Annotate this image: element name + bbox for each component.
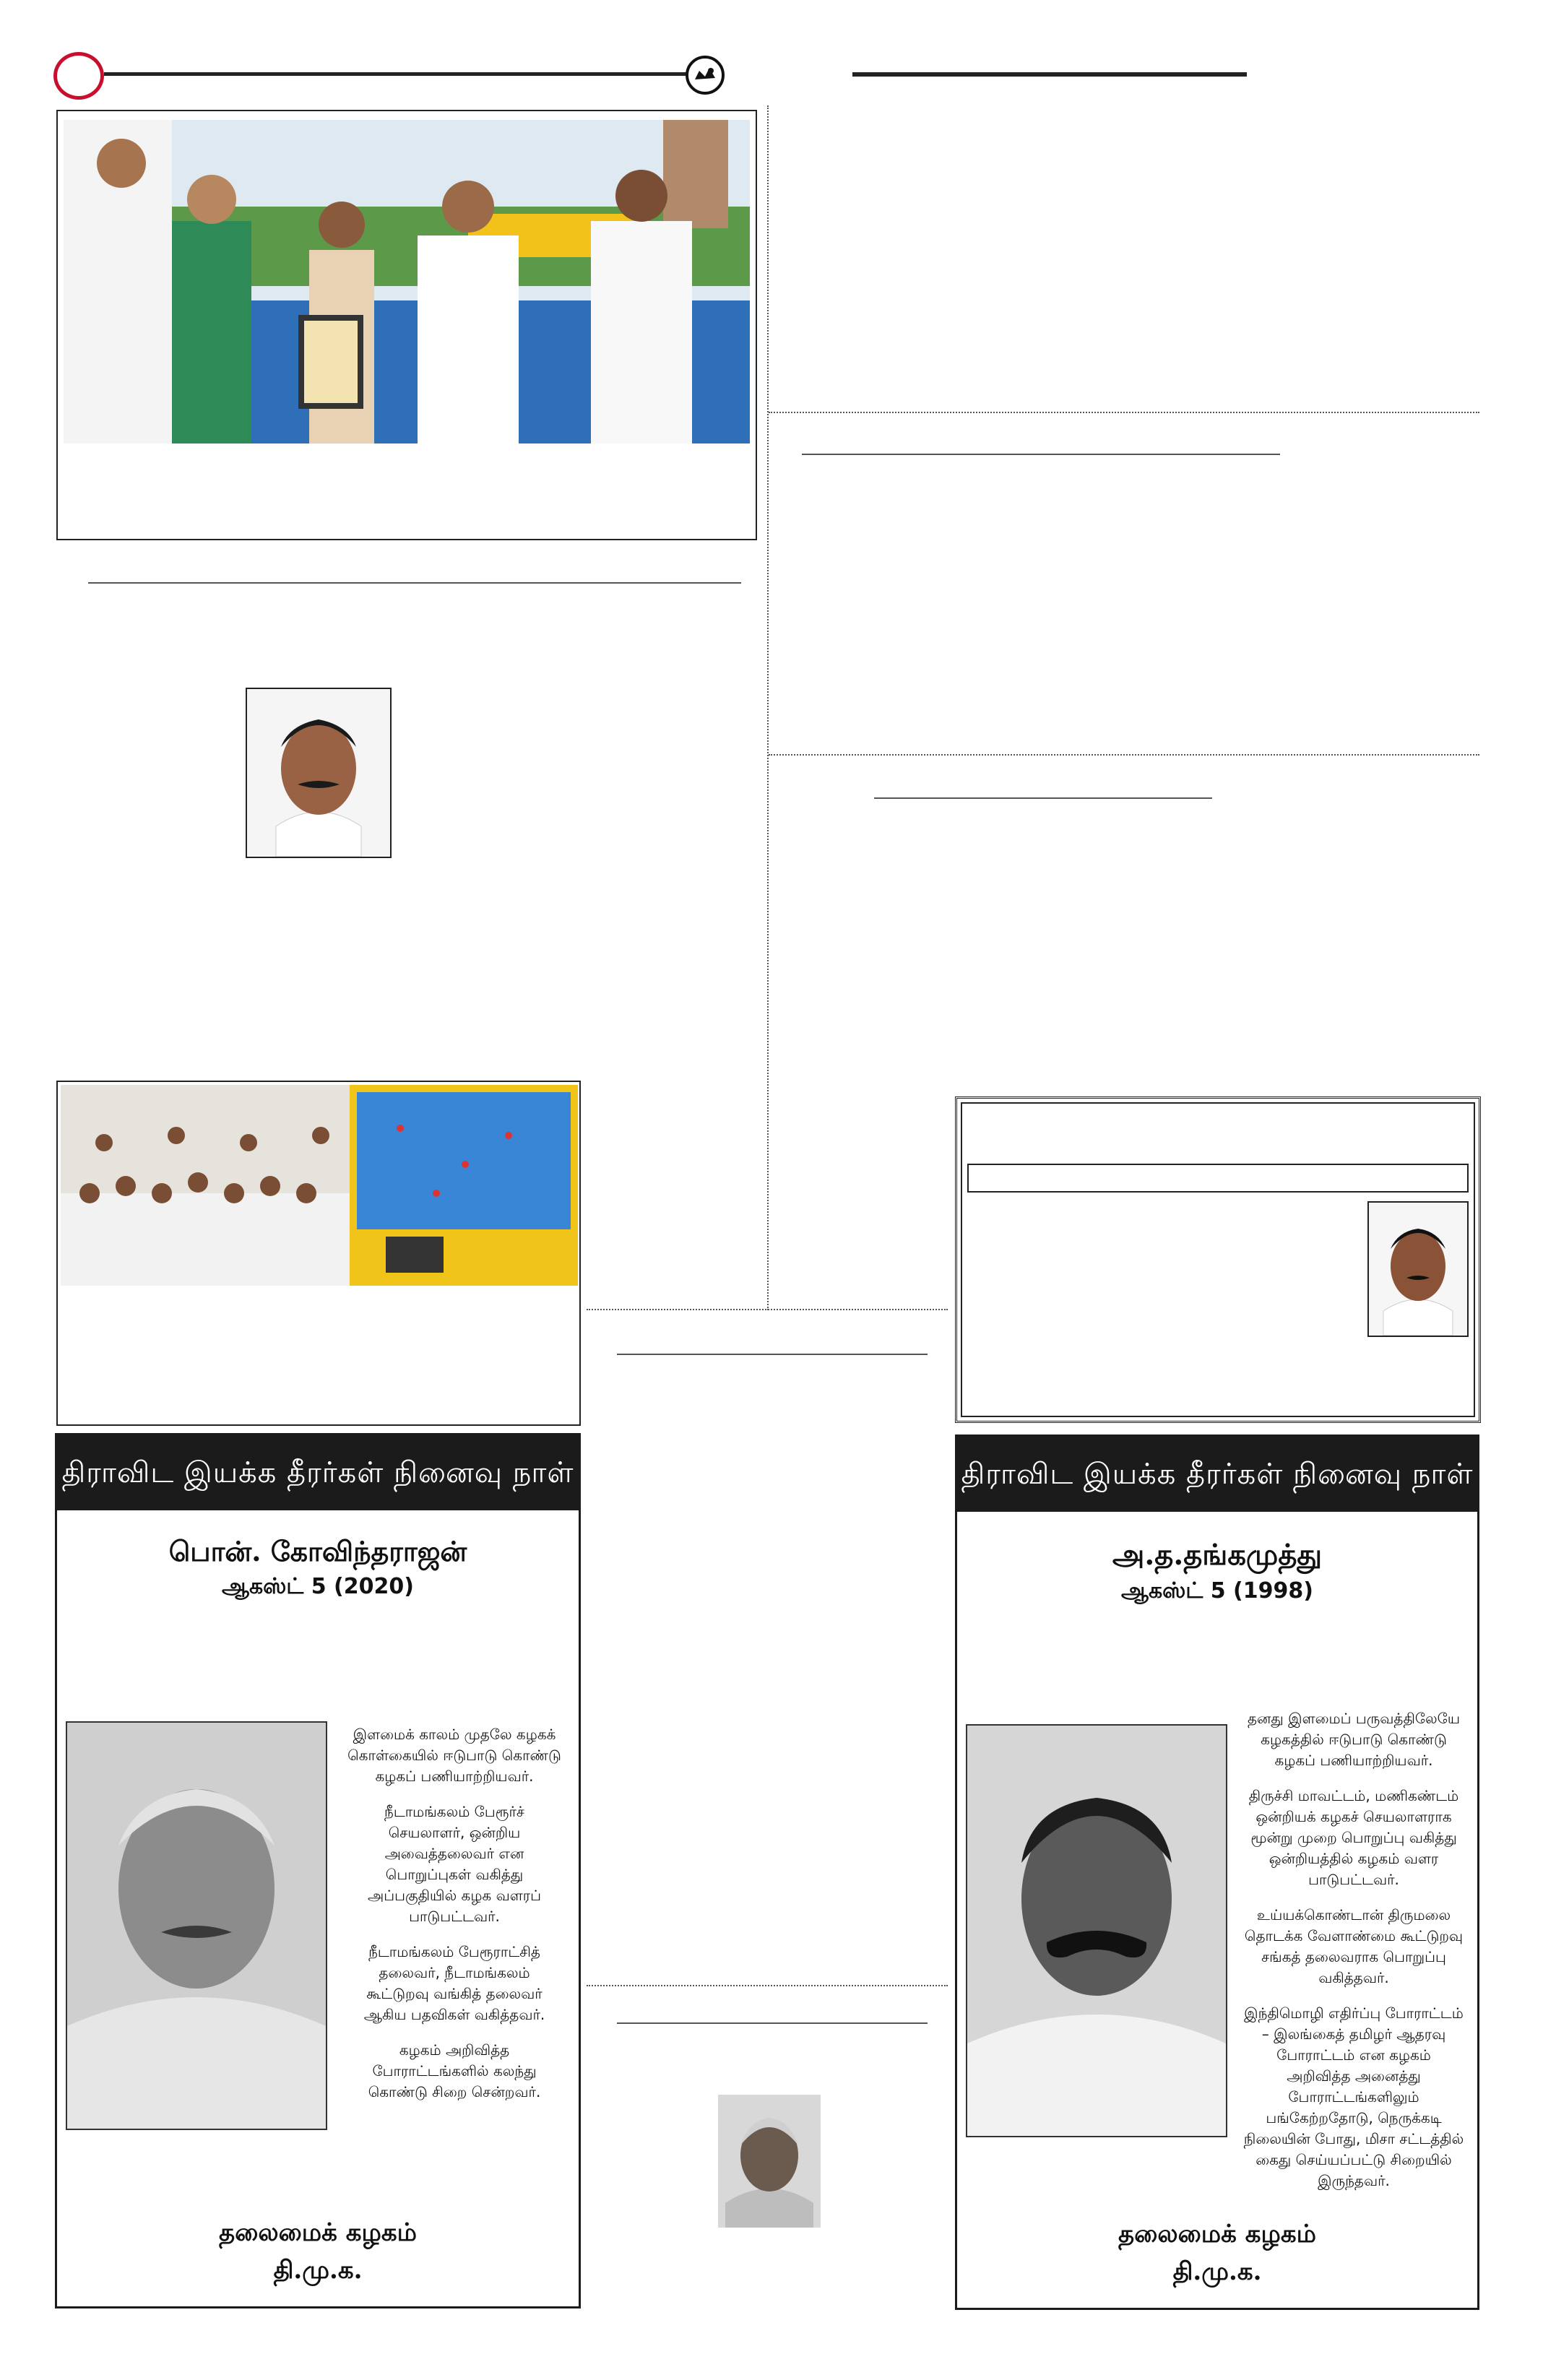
elderly-woman-portrait [718, 2095, 821, 2228]
center-rule-1 [587, 1309, 948, 1310]
notice-title-strip [967, 1164, 1469, 1193]
memorial-2-para-4: இந்திமொழி எதிர்ப்பு போராட்டம் – இலங்கைத் தமிழர் ஆதரவு போராட்டம் என கழகம் அறிவித்த அனைத்து போராட்டங்களிலும் பங்கேற்றதோடு, நெருக்கடி நிலையின் போது, மிசா சட்டத்தில் கைது செய்யப்பட்டு சிறையில் இருந்தவர். [1243, 2004, 1464, 2189]
memorial-1-para-1: இளமைக் காலம் முதலே கழகக் கொள்கையில் ஈடுபாடு கொண்டு கழகப் பணியாற்றியவர். [347, 1726, 561, 1785]
memorial-footer-1-line1: தலைமைக் கழகம் [219, 2218, 417, 2247]
memorial-2-para-3: உய்யக்கொண்டான் திருமலை தொடக்க வேளாண்மை கூட்டுறவு சங்கத் தலைவராக பொறுப்பு வகித்தவர். [1244, 1906, 1464, 1986]
memorial-1-para-3: நீடாமங்கலம் பேரூராட்சித் தலைவர், நீடாமங்கலம் கூட்டுறவு வங்கித் தலைவர் ஆகிய பதவிகள் வகித்தவர். [363, 1943, 545, 2023]
memorial-footer-1-line2: தி.மு.க. [273, 2256, 363, 2285]
memorial-banner-1: திராவிட இயக்க தீரர்கள் நினைவு நாள் [57, 1435, 579, 1510]
memorial-date-2: ஆகஸ்ட் 5 (1998) [1121, 1578, 1313, 1604]
right-rule-1 [769, 412, 1479, 413]
crowd-stadium-photo [61, 1085, 578, 1286]
memorial-2-para-1: தனது இளமைப் பருவத்திலேயே கழகத்தில் ஈடுபாடு கொண்டு கழகப் பணியாற்றியவர். [1247, 1710, 1460, 1769]
memorial-1-para-4: கழகம் அறிவித்த போராட்டங்களில் கலந்து கொண்டு சிறை சென்றவர். [368, 2041, 541, 2100]
center-subrule-2 [617, 2022, 928, 2024]
portrait-mustache-man [246, 688, 392, 858]
crowd-photo-box [56, 1081, 581, 1426]
center-rule-2 [587, 1985, 948, 1986]
hockey-award-photo [64, 120, 750, 443]
right-rule-2 [769, 754, 1479, 756]
notice-portrait [1367, 1201, 1469, 1337]
memorial-date-1: ஆகஸ்ட் 5 (2020) [222, 1574, 414, 1599]
header-rule-right [852, 72, 1247, 77]
memorial-text-2 [1243, 1708, 1464, 2206]
memorial-photo-1 [66, 1721, 327, 2130]
right-subrule-1 [802, 454, 1280, 455]
memorial-card-2 [955, 1435, 1479, 2310]
memorial-footer-2-line1: தலைமைக் கழகம் [1118, 2220, 1316, 2249]
column-divider-center [767, 105, 769, 1310]
memorial-photo-2 [966, 1724, 1227, 2137]
party-emblem-icon [685, 55, 725, 95]
memorial-text-1 [346, 1724, 563, 2117]
memorial-1-para-2: நீடாமங்கலம் பேரூர்ச் செயலாளர், ஒன்றிய அவைத்தலைவர் என பொறுப்புகள் வகித்து அப்பகுதியில் கழக வளரப் பாடுபட்டவர். [368, 1803, 541, 1925]
header-red-ring [53, 52, 104, 100]
right-subrule-2 [874, 797, 1212, 799]
award-photo-box [56, 110, 757, 540]
section-rule-left-1 [88, 582, 741, 584]
memorial-card-1 [55, 1433, 581, 2308]
memorial-name-1: பொன். கோவிந்தராஜன் [168, 1535, 467, 1567]
header-rule-left [104, 72, 686, 76]
center-subrule-1 [617, 1354, 928, 1355]
notice-box [955, 1096, 1481, 1423]
memorial-banner-2: திராவிட இயக்க தீரர்கள் நினைவு நாள் [957, 1437, 1477, 1512]
memorial-name-2: அ.த.தங்கமுத்து [1112, 1538, 1323, 1572]
memorial-footer-2-line2: தி.மு.க. [1172, 2257, 1262, 2286]
memorial-2-para-2: திருச்சி மாவட்டம், மணிகண்டம் ஒன்றியக் கழகச் செயலாளராக மூன்று முறை பொறுப்பு வகித்து ஒன்றியத்தில் கழகம் வளர பாடுபட்டவர். [1248, 1787, 1459, 1888]
